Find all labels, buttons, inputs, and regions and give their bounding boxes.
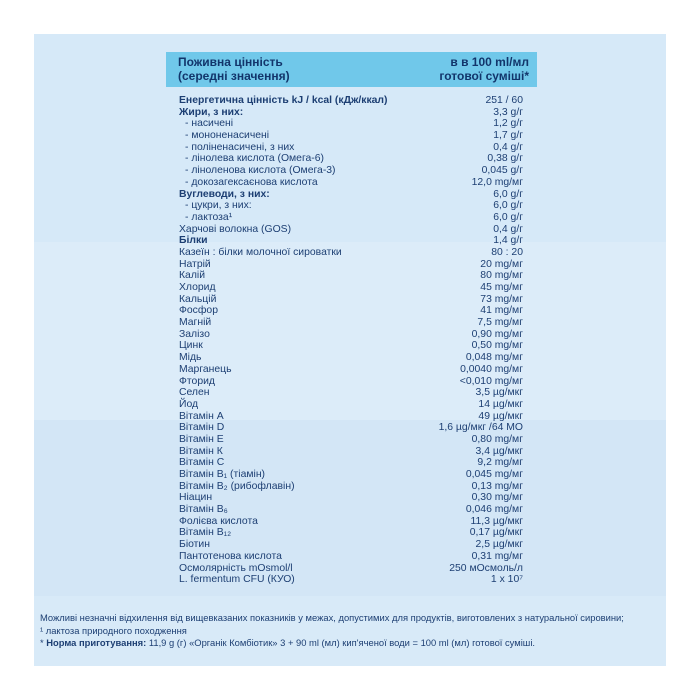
nutrient-label: Осмолярність mOsmol/l [179,562,293,574]
nutrient-value: 0,50 mg/мг [471,340,523,352]
header-prepared: готової суміші* [439,69,529,83]
nutrient-value: 1,6 µg/мкг /64 МО [438,422,523,434]
table-row [179,551,527,563]
nutrient-value: 11,3 µg/мкг [470,515,523,527]
table-row [179,563,527,575]
table-row [179,294,527,306]
nutrient-label: Вітамін D [179,422,225,434]
nutrient-value: 49 µg/мкг [478,410,523,422]
nutrient-label: Вітамін В₁₂ [179,527,232,539]
table-row [179,270,527,282]
table-row [179,352,527,364]
nutrient-value: 0,048 mg/мг [465,352,523,364]
nutrient-value: 45 mg/мг [480,282,523,293]
table-row [179,329,527,341]
table-row [179,387,527,399]
table-row [179,376,527,388]
nutrient-value: <0,010 mg/мг [459,375,523,387]
table-row [179,574,527,586]
table-row [179,364,527,376]
nutrient-value: 0,17 µg/мкг [469,527,523,539]
table-row [179,399,527,411]
table-row [179,539,527,551]
nutrient-value: 0,0040 mg/мг [460,363,523,375]
table-row [179,130,527,142]
nutrient-label: Ніацин [179,492,213,504]
table-row [179,200,527,212]
table-header [166,52,537,87]
nutrient-label: Жири, з них: [179,106,244,118]
table-row [179,457,527,469]
nutrient-label: Енергетична цінність kJ / kcal (кДж/ккал) [179,95,388,106]
nutrient-value: 0,4 g/г [493,141,523,153]
nutrient-value: 3,3 g/г [493,106,523,118]
nutrient-label: Фолієва кислота [179,515,258,527]
nutrient-value: 41 mg/мг [480,305,523,317]
header-per-volume: в в 100 ml/мл [450,55,529,69]
nutrient-value: 14 µg/мкг [478,398,523,410]
nutrient-label: Білки [179,235,208,247]
nutrient-label: - лінолева кислота (Омега-6) [185,153,325,165]
nutrient-value: 3,5 µg/мкг [475,387,523,399]
table-row [179,118,527,130]
table-row [179,446,527,458]
nutrient-value: 1,7 g/г [493,130,523,142]
nutrient-label: Магній [179,317,212,329]
nutrient-value: 1,2 g/г [493,118,523,130]
nutrient-value: 7,5 mg/мг [477,317,523,329]
nutrient-label: Калій [179,270,206,282]
nutrient-label: - докозагексаєнова кислота [185,176,318,188]
nutrient-value: 0,046 mg/мг [465,504,523,516]
table-row [179,516,527,528]
nutrient-label: Вітамін А [179,410,224,422]
nutrient-value: 0,38 g/г [487,153,523,165]
table-row [179,317,527,329]
nutrient-value: 0,045 g/г [481,165,523,177]
nutrient-value: 1 x 10⁷ [490,574,523,586]
nutrient-label: Вуглеводи, з них: [179,188,270,200]
nutrient-label: Селен [179,387,210,399]
nutrient-value: 250 мОсмоль/л [449,562,523,574]
nutrient-value: 1,4 g/г [493,235,523,247]
nutrient-label: - цукри, з них: [185,200,252,212]
table-row [179,224,527,236]
nutrient-label: Кальцій [179,293,217,305]
table-row [179,247,527,259]
nutrient-label: Казеїн : білки молочної сироватки [179,246,342,258]
nutrient-label: Вітамін В₁ (тіамін) [179,469,266,480]
table-row [179,422,527,434]
nutrient-value: 6,0 g/г [493,211,523,223]
nutrient-label: - насичені [185,118,234,130]
nutrient-label: Харчові волокна (GOS) [179,223,292,235]
nutrient-label: Пантотенова кислота [179,550,282,562]
nutrient-value: 80 : 20 [491,246,523,258]
nutrient-value: 0,30 mg/мг [471,492,523,504]
table-row [179,282,527,294]
table-row [179,107,527,119]
nutrient-value: 0,045 mg/мг [465,469,523,480]
nutrient-label: Біотин [179,539,210,551]
nutrient-value: 0,4 g/г [493,223,523,235]
footnote-deviation: Можливі незначні відхилення від вищевказаних показників у межах, допустимих для продуктів, виготовлених з натуральної сировини; [40,612,624,623]
table-row [179,340,527,352]
nutrient-value: 12,0 mg/мг [471,176,523,188]
nutrient-value: 0,90 mg/мг [471,328,523,340]
nutrient-label: L. fermentum CFU (КУО) [179,574,295,586]
nutrient-value: 0,80 mg/мг [471,433,523,445]
table-row [179,235,527,247]
nutrient-label: Марганець [179,363,232,375]
nutrient-value: 3,4 µg/мкг [475,445,523,457]
nutrient-label: Фторид [179,375,215,387]
nutrient-label: Вітамін В₂ (рибофлавін) [179,480,295,492]
table-row [179,153,527,165]
footnote-preparation [40,637,660,650]
nutrient-value: 9,2 mg/мг [477,457,523,469]
footnote-preparation-label: Норма приготування: [46,637,147,648]
nutrient-value: 0,13 mg/мг [471,480,523,492]
footnote-lactose: ¹ лактоза природного походження [40,624,187,636]
nutrient-label: Вітамін Е [179,433,224,445]
nutrient-value: 73 mg/мг [480,293,523,305]
table-row [179,189,527,201]
footnote-asterisk: * [40,637,47,648]
nutrient-label: - мононенасичені [185,130,270,142]
nutrient-value: 2,5 µg/мкг [475,539,523,551]
nutrient-label: - лактоза¹ [185,211,233,223]
nutrient-label: Вітамін К [179,445,223,457]
table-row [179,212,527,224]
table-row [179,142,527,154]
table-row [179,434,527,446]
table-row [179,411,527,423]
nutrient-value: 6,0 g/г [493,200,523,212]
nutrient-value: 80 mg/мг [480,270,523,282]
nutrient-label: Фосфор [179,305,218,317]
footnotes [40,612,660,650]
table-row [179,492,527,504]
table-row [179,95,527,107]
table-row [179,305,527,317]
table-row [179,504,527,516]
nutrient-value: 20 mg/мг [480,258,523,270]
nutrient-label: Натрій [179,258,211,270]
table-row [179,469,527,481]
header-title: Поживна цінність [178,55,283,69]
nutrient-label: Хлорид [179,282,216,293]
nutrient-label: Вітамін В₆ [179,504,228,516]
table-row [179,259,527,271]
nutrient-label: Цинк [179,340,203,352]
nutrient-value: 6,0 g/г [493,188,523,200]
nutrient-label: - ліноленова кислота (Омега-3) [185,165,336,177]
header-right [439,55,529,83]
header-subtitle: (середні значення) [178,69,290,83]
nutrient-label: Вітамін С [179,457,225,469]
nutrient-value: 0,31 mg/мг [471,550,523,562]
table-row [179,177,527,189]
nutrient-label: Залізо [179,328,210,340]
nutrient-label: Йод [179,398,199,410]
footnote-preparation-text: 11,9 g (г) «Органік Комбіотик» 3 + 90 ml (мл) кип'яченої води = 100 ml (мл) готової суміші. [146,637,536,648]
table-row [179,165,527,177]
table-row [179,527,527,539]
table-row [179,481,527,493]
header-left [178,55,290,83]
nutrient-label: - поліненасичені, з них [185,141,295,153]
nutrient-label: Мідь [179,352,202,364]
nutrient-value: 251 / 60 [485,95,523,106]
nutrition-table [179,95,527,586]
